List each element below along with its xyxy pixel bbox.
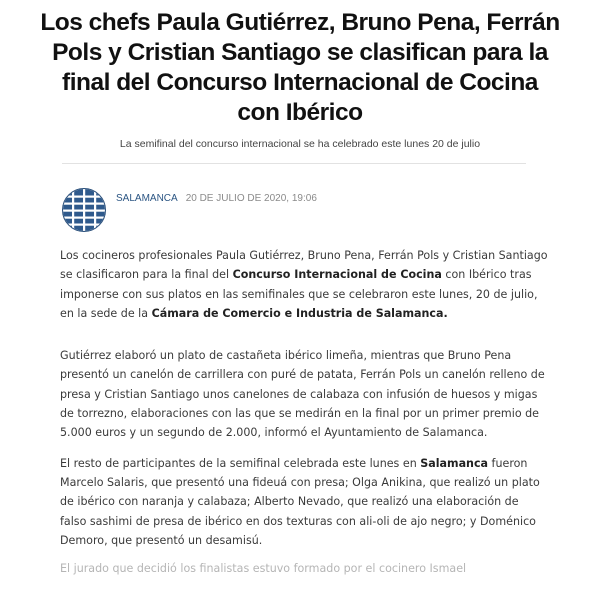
contest-name-bold: Concurso Internacional de Cocina: [232, 268, 442, 282]
article-headline: Los chefs Paula Gutiérrez, Bruno Pena, Ferrán Pols y Cristian Santiago se clasifican para la final del Concurso Internacional de Cocina con Ibérico: [40, 9, 560, 126]
paragraph-3-text-b: fueron Marcelo Salaris, que presentó una fideuá con presa; Olga Anikina, que realizó un plato de ibérico con naranja y calabaza; Alberto Nevado, que realizó una elaboración de falso sashimi de presa de ibérico en dos texturas con ali-oli de ajo negro; y Doménico Demoro, que presentó un desamisú.: [60, 456, 540, 547]
publish-date: 20 DE JULIO DE 2020, 19:06: [185, 193, 317, 204]
article-body: [60, 246, 548, 578]
header-divider: [62, 163, 526, 164]
byline: [60, 186, 540, 236]
paragraph-3: [60, 454, 548, 550]
paragraph-1-text-a: Los cocineros profesionales Paula Gutiérrez, Bruno Pena, Ferrán Pols y Cristian Santiago se clasificaron para la final del: [60, 249, 548, 282]
article-subtitle: La semifinal del concurso internacional se ha celebrado este lunes 20 de julio: [119, 138, 481, 150]
city-name-bold: Salamanca: [420, 456, 489, 470]
paragraph-2: Gutiérrez elaboró un plato de castañeta ibérico limeña, mientras que Bruno Pena presentó un canelón de carrillera con puré de patata, Ferrán Pols un canelón relleno de presa y Cristian Santiago unos canelones de calabaza con infusión de huesos y migas de torrezno, elaboraciones con las que se medirán en la final por un primer premio de 5.000 euros y un segundo de 2.000, informó el Ayuntamiento de Salamanca.: [60, 349, 545, 440]
paragraph-1-text-b: con Ibérico tras imponerse con sus platos en las semifinales que se celebraron este lunes, 20 de julio, en la sede de la: [60, 268, 538, 320]
paragraph-3-text-a: El resto de participantes de la semifinal celebrada este lunes en: [60, 456, 421, 470]
byline-text: [116, 193, 317, 205]
chamber-name-bold: Cámara de Comercio e Industria de Salamanca.: [151, 306, 448, 320]
author-link[interactable]: SALAMANCA: [116, 193, 178, 204]
globe-logo-icon: [60, 186, 108, 234]
paragraph-1: [60, 246, 548, 323]
paragraph-4-faded: El jurado que decidió los finalistas estuvo formado por el cocinero Ismael: [60, 562, 467, 576]
